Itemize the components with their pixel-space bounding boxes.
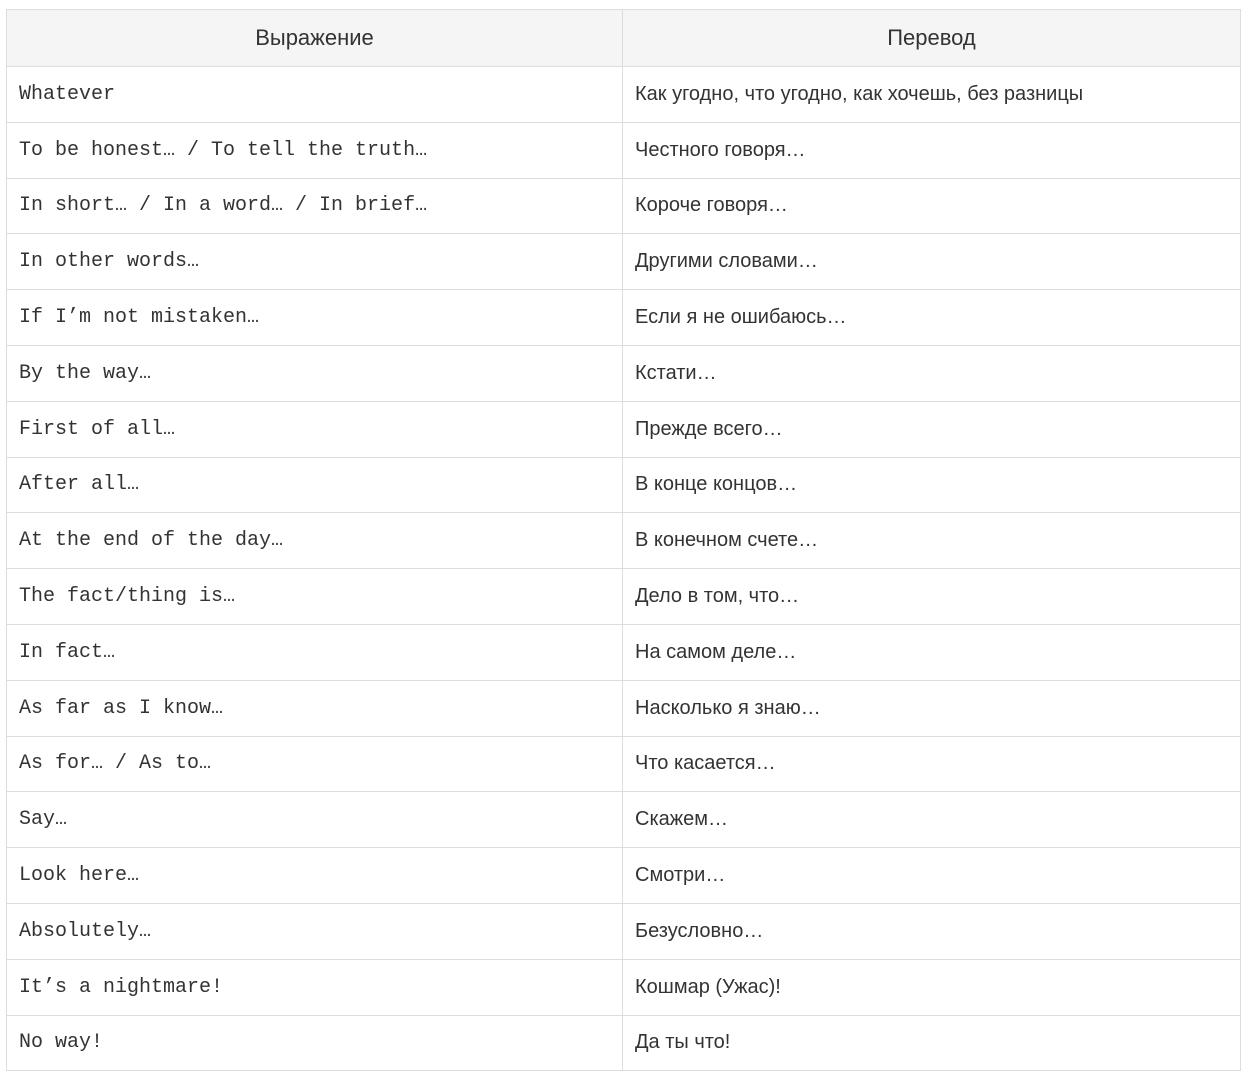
translation-cell: Другими словами… [623, 234, 1241, 290]
header-row [7, 10, 1241, 67]
expression-cell: To be honest… / To tell the truth… [7, 122, 623, 178]
expression-cell: Whatever [7, 67, 623, 123]
table-row [7, 345, 1241, 401]
table-body [7, 67, 1241, 1071]
expression-cell: As for… / As to… [7, 736, 623, 792]
table-row [7, 457, 1241, 513]
translation-cell: Как угодно, что угодно, как хочешь, без разницы [623, 67, 1241, 123]
expression-cell: After all… [7, 457, 623, 513]
translation-cell: Смотри… [623, 848, 1241, 904]
table-row [7, 122, 1241, 178]
expression-cell: As far as I know… [7, 680, 623, 736]
table-row [7, 959, 1241, 1015]
header-translation: Перевод [623, 10, 1241, 67]
table-row [7, 67, 1241, 123]
translation-cell: Честного говоря… [623, 122, 1241, 178]
table-row [7, 513, 1241, 569]
translation-cell: В конце концов… [623, 457, 1241, 513]
table-row [7, 903, 1241, 959]
table-row [7, 680, 1241, 736]
expression-cell: First of all… [7, 401, 623, 457]
table-row [7, 792, 1241, 848]
translation-cell: Кстати… [623, 345, 1241, 401]
expression-cell: Say… [7, 792, 623, 848]
translation-cell: Что касается… [623, 736, 1241, 792]
expression-cell: At the end of the day… [7, 513, 623, 569]
table-row [7, 569, 1241, 625]
translation-cell: Кошмар (Ужас)! [623, 959, 1241, 1015]
translation-cell: Скажем… [623, 792, 1241, 848]
table-row [7, 178, 1241, 234]
expression-cell: By the way… [7, 345, 623, 401]
expression-cell: In short… / In a word… / In brief… [7, 178, 623, 234]
table-row [7, 624, 1241, 680]
expression-cell: In other words… [7, 234, 623, 290]
header-expression: Выражение [7, 10, 623, 67]
translation-cell: Да ты что! [623, 1015, 1241, 1071]
phrases-table [6, 9, 1241, 1071]
expression-cell: Absolutely… [7, 903, 623, 959]
table-row [7, 401, 1241, 457]
expression-cell: Look here… [7, 848, 623, 904]
translation-cell: Если я не ошибаюсь… [623, 290, 1241, 346]
table-header [7, 10, 1241, 67]
table-row [7, 848, 1241, 904]
translation-cell: Дело в том, что… [623, 569, 1241, 625]
translation-cell: В конечном счете… [623, 513, 1241, 569]
translation-cell: Прежде всего… [623, 401, 1241, 457]
expression-cell: No way! [7, 1015, 623, 1071]
table-row [7, 736, 1241, 792]
translation-cell: На самом деле… [623, 624, 1241, 680]
expression-cell: It’s a nightmare! [7, 959, 623, 1015]
expression-cell: If I’m not mistaken… [7, 290, 623, 346]
table-row [7, 290, 1241, 346]
translation-cell: Безусловно… [623, 903, 1241, 959]
table-row [7, 234, 1241, 290]
expression-cell: The fact/thing is… [7, 569, 623, 625]
translation-cell: Насколько я знаю… [623, 680, 1241, 736]
translation-cell: Короче говоря… [623, 178, 1241, 234]
table-row [7, 1015, 1241, 1071]
expression-cell: In fact… [7, 624, 623, 680]
